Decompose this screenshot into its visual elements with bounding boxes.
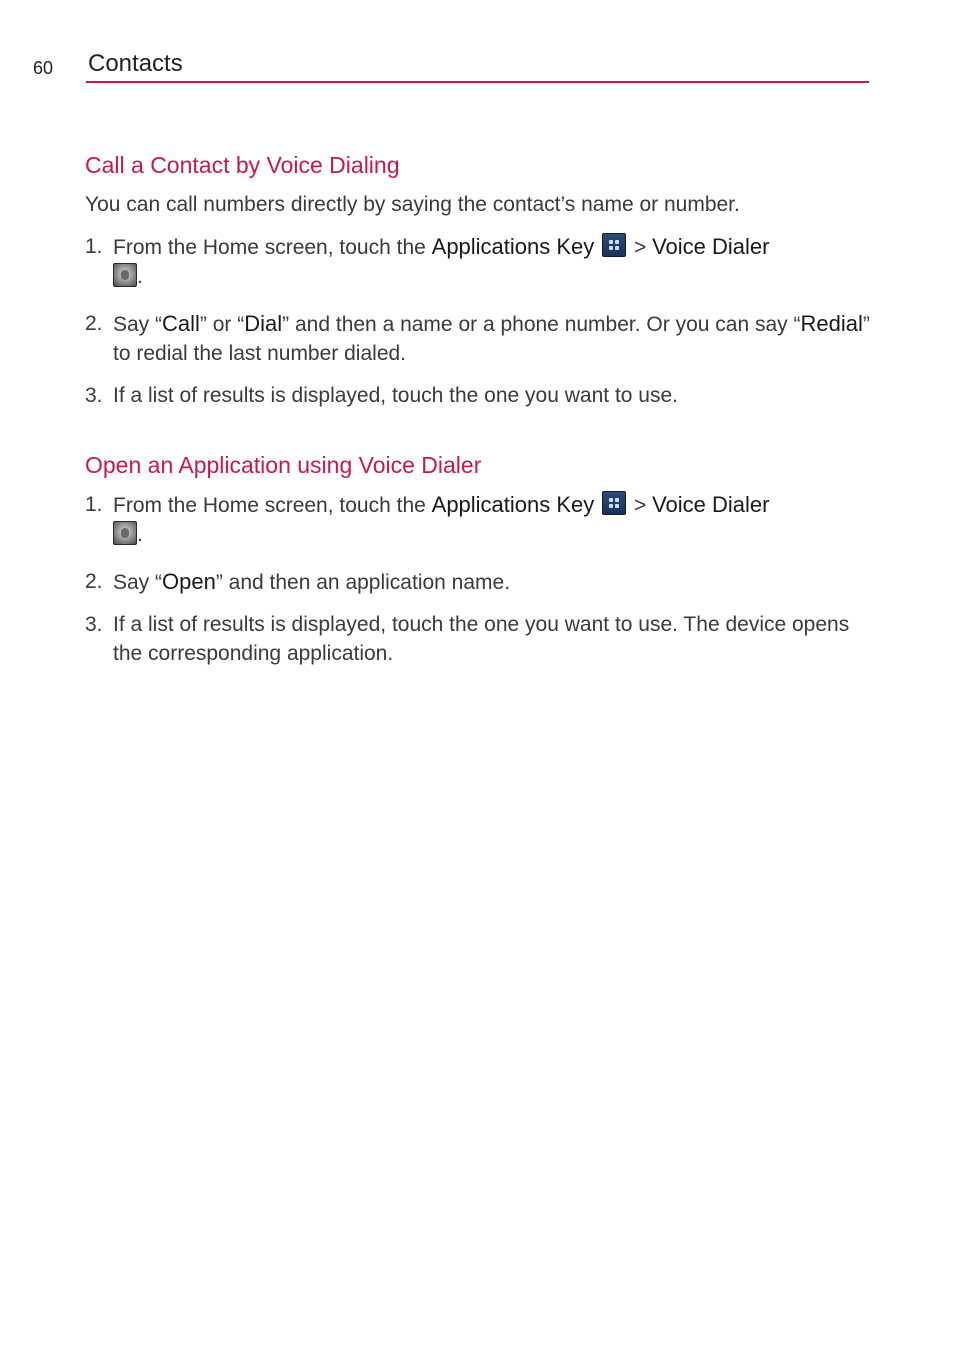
separator: > [628,236,653,259]
step-number: 3. [85,384,103,407]
step-number: 1. [85,235,103,258]
separator: > [628,494,653,517]
step-text: If a list of results is displayed, touch the one you want to use. The device opens the corresponding application. [113,613,850,665]
voice-dialer-label: Voice Dialer [652,234,770,259]
step-number: 3. [85,613,103,636]
apps-grid-icon [602,233,626,257]
open-steps-list [85,490,875,668]
heading-call-by-voice: Call a Contact by Voice Dialing [85,152,400,178]
step-number: 2. [85,312,103,335]
step-number: 1. [85,493,103,516]
step-number: 2. [85,570,103,593]
list-item [85,232,875,291]
step-end: . [137,265,143,288]
heading-open-application: Open an Application using Voice Dialer [85,452,482,478]
step-text: Say “ [113,571,163,594]
page-content [85,148,875,668]
page-number: 60 [33,58,54,78]
step-text: From the Home screen, touch the [113,236,432,259]
list-item [85,490,875,549]
list-item [85,610,875,668]
step-end: . [137,523,143,546]
keyword-call: Call [162,311,200,336]
step-text: ” or “ [199,313,245,336]
section-title: Contacts [88,50,183,77]
voice-dialer-icon [113,521,137,545]
voice-dialer-icon [113,263,137,287]
intro-paragraph: You can call numbers directly by saying the contact’s name or number. [85,193,740,216]
keyword-dial: Dial [244,311,283,336]
step-text: ” to redial the last number dialed. [113,313,870,365]
call-steps-list [85,232,875,410]
section-header [86,48,869,83]
step-text: Say “ [113,313,163,336]
keyword-redial: Redial [800,311,863,336]
step-text: ” and then a name or a phone number. Or you can say “ [282,313,801,336]
step-text: If a list of results is displayed, touch the one you want to use. [113,384,678,407]
step-text: ” and then an application name. [215,571,511,594]
applications-key-label: Applications Key [431,234,595,259]
applications-key-label: Applications Key [431,492,595,517]
list-item [85,567,875,597]
list-item [85,381,875,410]
keyword-open: Open [162,569,216,594]
step-text: From the Home screen, touch the [113,494,432,517]
apps-grid-icon [602,491,626,515]
voice-dialer-label: Voice Dialer [652,492,770,517]
list-item [85,309,875,368]
